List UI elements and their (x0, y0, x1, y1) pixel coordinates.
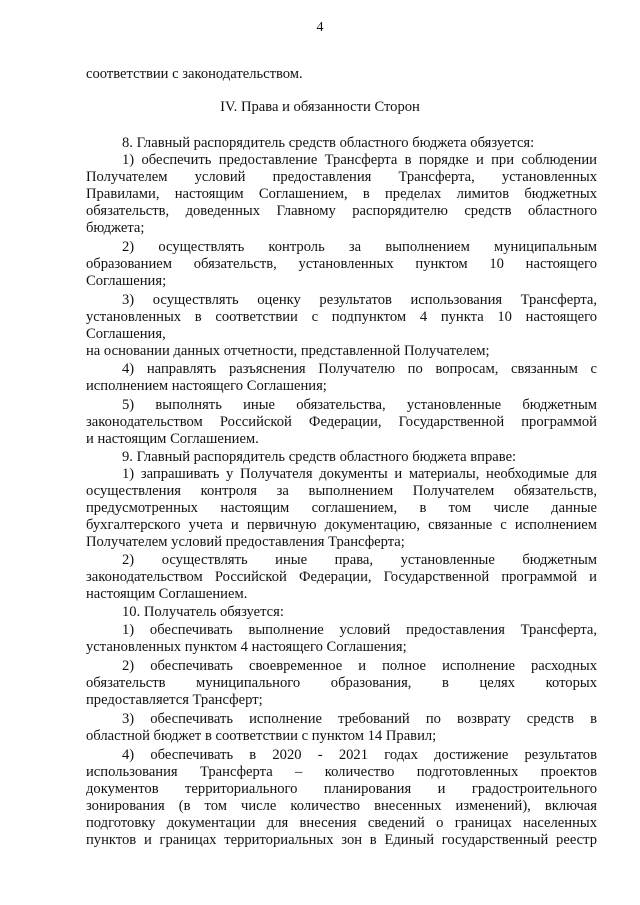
text-line: 4) направлять разъяснения Получателю по вопросам, связанным с (122, 361, 597, 377)
text-line: использования Трансферта – количество подготовленных проектов (86, 764, 597, 780)
text-line: 1) обеспечить предоставление Трансферта в порядке и при соблюдении (122, 152, 597, 168)
text-line: 1) обеспечивать выполнение условий предоставления Трансферта, (122, 622, 597, 638)
text-line: 2) обеспечивать своевременное и полное исполнение расходных (122, 658, 597, 674)
text-line: 8. Главный распорядитель средств областного бюджета обязуется: (122, 135, 535, 151)
text-line: обязательств муниципального образования, в целях которых (86, 675, 597, 691)
text-line: предусмотренных настоящим соглашением, в том числе данные (86, 500, 597, 516)
text-line: бюджета; (86, 220, 145, 236)
text-line: Получателем условий предоставления Трансферта; (86, 534, 405, 550)
text-line: на основании данных отчетности, представленной Получателем; (86, 343, 490, 359)
text-line: обязательств, доведенных Главному распорядителю средств областного (86, 203, 597, 219)
text-line: соответствии с законодательством. (86, 66, 303, 82)
text-line: 2) осуществлять иные права, установленные бюджетным (122, 552, 597, 568)
text-line: установленных в соответствии с подпунктом 4 пункта 10 настоящего (86, 309, 597, 325)
text-line: Правилами, настоящим Соглашением, в пределах лимитов бюджетных (86, 186, 597, 202)
text-line: 1) запрашивать у Получателя документы и материалы, необходимые для (122, 466, 597, 482)
text-line: осуществления контроля за выполнением Получателем обязательств, (86, 483, 597, 499)
text-line: 10. Получатель обязуется: (122, 604, 284, 620)
text-line: законодательством Российской Федерации, Государственной программой и (86, 569, 597, 585)
text-line: исполнением настоящего Соглашения; (86, 378, 327, 394)
text-line: документов территориального планирования и градостроительного (86, 781, 597, 797)
text-line: Получателем условий предоставления Трансферта, установленных (86, 169, 597, 185)
text-line: предоставляется Трансферт; (86, 692, 263, 708)
section-heading: IV. Права и обязанности Сторон (220, 99, 420, 115)
text-line: законодательством Российской Федерации, Государственной программой (86, 414, 597, 430)
text-line: образованием обязательств, установленных пунктом 10 настоящего (86, 256, 597, 272)
text-line: 9. Главный распорядитель средств областного бюджета вправе: (122, 449, 517, 465)
text-line: 4) обеспечивать в 2020 - 2021 годах достижение результатов (122, 747, 597, 763)
text-line: областной бюджет в соответствии с пунктом 14 Правил; (86, 728, 437, 744)
text-line: 3) осуществлять оценку результатов использования Трансферта, (122, 292, 597, 308)
text-line: Соглашения; (86, 273, 167, 289)
text-line: зонирования (в том числе количество внесенных изменений), включая (86, 798, 597, 814)
text-line: 3) обеспечивать исполнение требований по возврату средств в (122, 711, 597, 727)
text-line: 5) выполнять иные обязательства, установленные бюджетным (122, 397, 597, 413)
text-line: установленных пунктом 4 настоящего Соглашения; (86, 639, 407, 655)
text-line: бухгалтерского учета и первичную документацию, связанные с исполнением (86, 517, 597, 533)
text-line: и настоящим Соглашением. (86, 431, 259, 447)
text-line: подготовку документации для внесения сведений о границах населенных (86, 815, 597, 831)
text-line: 2) осуществлять контроль за выполнением муниципальным (122, 239, 597, 255)
page-number: 4 (316, 20, 324, 35)
text-line: настоящим Соглашением. (86, 586, 248, 602)
text-line: пунктов и границах территориальных зон в Единый государственный реестр (86, 832, 597, 848)
text-line: Соглашения, (86, 326, 166, 342)
